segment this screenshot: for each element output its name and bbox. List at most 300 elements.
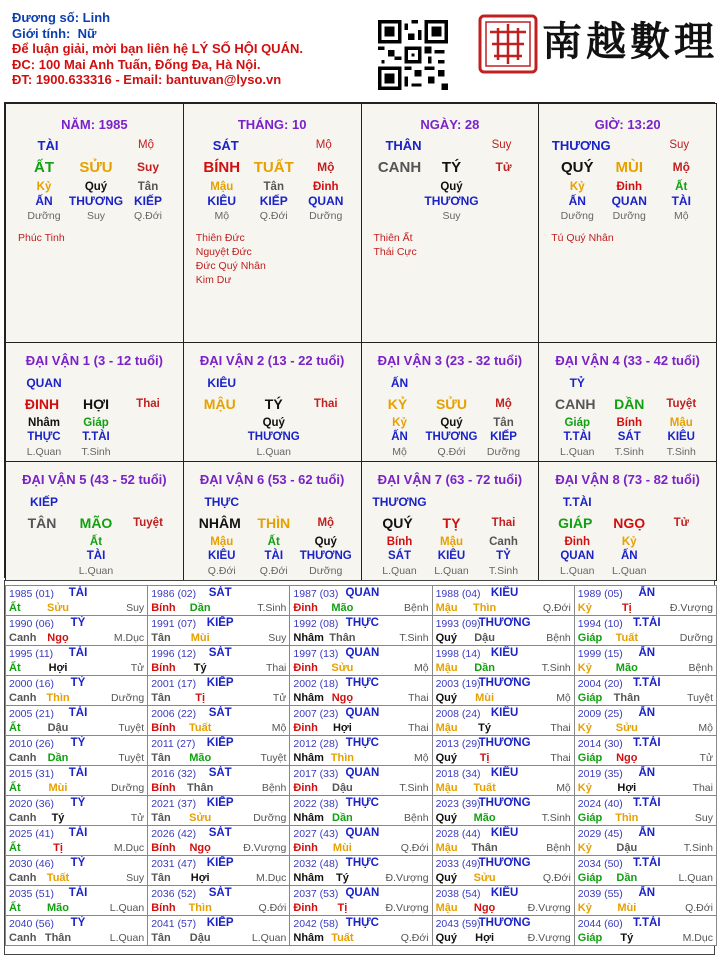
year-stage: Thai — [408, 722, 429, 734]
year-stem: Bính — [151, 602, 176, 614]
hidden-god: ẤN — [568, 194, 586, 208]
year-stem: Tân — [151, 812, 171, 824]
year-cell — [147, 645, 290, 676]
year-label: 1993 (09) — [435, 618, 481, 630]
luck-hidden-god: SÁT — [388, 550, 411, 562]
year-stem: Ất — [9, 662, 21, 674]
year-cell — [5, 795, 148, 826]
branch-state: Mộ — [317, 160, 335, 174]
year-branch: Tuất — [331, 932, 354, 944]
year-cell — [147, 765, 290, 796]
year-label: 2008 (24) — [435, 708, 481, 720]
year-stage: L.Quan — [109, 902, 145, 914]
year-stem: Nhâm — [293, 692, 324, 704]
year-label: 2043 (59) — [435, 918, 481, 930]
year-branch: Sửu — [473, 872, 496, 884]
life-stage-small: Mộ — [138, 139, 154, 151]
luck-title: ĐẠI VẬN 1 (3 - 12 tuổi) — [25, 353, 163, 368]
year-label: 2020 (36) — [9, 798, 54, 810]
hidden-stem: Ất — [675, 181, 688, 193]
year-god: TÀI — [68, 887, 88, 899]
luck-state: Thai — [313, 398, 338, 410]
hidden-god: THƯƠNG — [424, 194, 479, 208]
luck-hidden-god: ẤN — [391, 431, 408, 443]
year-god: KIẾP — [206, 857, 234, 869]
year-cell — [5, 705, 148, 736]
pillar-cell — [361, 103, 540, 343]
year-branch: Thìn — [46, 692, 70, 704]
year-god: KIẾP — [206, 677, 234, 689]
ten-god-label: THÂN — [385, 138, 422, 153]
year-god: QUAN — [345, 587, 380, 599]
year-branch: Mão — [47, 902, 69, 914]
year-cell — [574, 585, 717, 616]
year-branch: Dậu — [616, 842, 638, 854]
year-label: 2034 (50) — [577, 858, 623, 870]
hidden-stem: Đinh — [312, 181, 339, 193]
luck-stem: QUÝ — [382, 515, 413, 531]
heavenly-stem: CANH — [377, 159, 422, 176]
year-label: 2000 (16) — [9, 678, 54, 690]
hidden-god: ẤN — [35, 194, 53, 208]
yearly-table — [4, 580, 715, 955]
luck-hidden-stem: Quý — [440, 417, 463, 429]
luck-cell — [5, 342, 184, 462]
year-god: T.TÀI — [633, 677, 661, 689]
hidden-stem: Mậu — [210, 181, 234, 193]
luck-hidden-god: THƯƠNG — [247, 431, 300, 443]
year-stem: Canh — [9, 632, 37, 644]
year-branch: Mão — [615, 662, 638, 674]
heavenly-stem: ẤT — [34, 159, 54, 176]
year-stem: Đinh — [293, 722, 318, 734]
year-branch: Mùi — [617, 902, 637, 914]
year-cell — [574, 915, 717, 946]
year-label: 2013 (29) — [435, 738, 481, 750]
year-stage: Bệnh — [404, 812, 429, 824]
luck-god: KIẾP — [29, 495, 59, 509]
year-branch: Dậu — [474, 632, 495, 644]
year-label: 2009 (25) — [577, 708, 623, 720]
year-stem: Giáp — [577, 872, 603, 884]
hidden-stage: Mộ — [214, 210, 230, 222]
year-stem: Kỷ — [577, 782, 592, 794]
year-stem: Ất — [9, 722, 21, 734]
year-branch: Tý — [335, 872, 349, 884]
year-cell — [432, 915, 575, 946]
year-god: TỶ — [70, 797, 86, 809]
luck-god: QUAN — [26, 376, 62, 390]
luck-cell — [538, 461, 717, 581]
hidden-stage: Mộ — [673, 210, 689, 222]
header-info — [12, 10, 303, 88]
luck-hidden-stem: Quý — [314, 536, 337, 548]
year-label: 2014 (30) — [577, 738, 623, 750]
year-stage: Q.Đới — [542, 602, 571, 614]
luck-hidden-stage: L.Quan — [78, 565, 114, 577]
year-stem: Nhâm — [293, 752, 324, 764]
year-stage: Suy — [268, 632, 287, 644]
year-branch: Ngọ — [189, 842, 211, 854]
year-god: TÀI — [68, 707, 88, 719]
year-stage: Q.Đới — [685, 902, 713, 914]
year-stage: L.Quan — [251, 932, 287, 944]
year-branch: Sửu — [615, 722, 638, 734]
luck-stem: MẬU — [203, 396, 236, 412]
year-cell — [289, 825, 432, 856]
year-label: 1994 (10) — [577, 618, 623, 630]
year-stage: Suy — [694, 812, 713, 824]
year-stage: Thai — [550, 752, 571, 764]
year-stage: Tuyệt — [118, 722, 145, 734]
luck-hidden-god: ẤN — [620, 550, 638, 562]
year-branch: Thân — [613, 692, 640, 704]
luck-cell — [183, 461, 362, 581]
year-label: 1995 (11) — [9, 648, 54, 660]
luck-hidden-stage: Dưỡng — [309, 565, 343, 577]
year-label: 2041 (57) — [151, 918, 197, 930]
gender — [12, 26, 303, 42]
year-stage: T.Sinh — [683, 842, 713, 854]
year-god: T.TÀI — [633, 917, 661, 929]
brand-logo: 南越數理 — [542, 18, 718, 65]
luck-hidden-stem: Mậu — [210, 536, 234, 548]
year-stage: Thai — [265, 662, 287, 674]
year-stem: Quý — [435, 632, 457, 644]
gender-label: Giới tính: — [12, 25, 71, 41]
year-god: KIẾP — [206, 917, 234, 929]
year-stage: T.Sinh — [257, 602, 287, 614]
year-branch: Tị — [53, 842, 63, 854]
special-star: Thái Cực — [373, 246, 417, 258]
year-label: 1996 (12) — [151, 648, 197, 660]
year-stem: Mậu — [435, 902, 458, 914]
luck-state: Mộ — [317, 517, 335, 529]
year-god: T.TÀI — [633, 797, 661, 809]
year-cell — [432, 585, 575, 616]
pillar-title: NĂM: 1985 — [61, 117, 128, 132]
year-branch: Tuất — [46, 872, 70, 884]
year-god: SÁT — [208, 887, 232, 899]
year-cell — [289, 705, 432, 736]
qr-code-icon — [378, 20, 448, 90]
year-branch: Hợi — [48, 662, 68, 674]
year-stage: Đ.Vượng — [385, 902, 429, 914]
year-label: 2024 (40) — [577, 798, 623, 810]
luck-god: THỰC — [204, 495, 240, 509]
year-god: SÁT — [208, 707, 232, 719]
luck-hidden-stem: Giáp — [83, 417, 109, 429]
special-star: Thiên Ất — [373, 232, 413, 244]
year-stage: Bệnh — [688, 662, 713, 674]
year-stage: Đ.Vượng — [669, 602, 713, 614]
year-cell — [147, 735, 290, 766]
luck-cell — [5, 461, 184, 581]
luck-hidden-stage: Q.Đới — [437, 446, 466, 458]
year-label: 2012 (28) — [293, 738, 339, 750]
year-cell — [147, 885, 290, 916]
luck-branch: HỢI — [83, 396, 109, 412]
year-stem: Tân — [151, 632, 171, 644]
ten-god-label: SÁT — [212, 138, 239, 153]
year-branch: Dần — [189, 602, 211, 614]
year-god: KIẾP — [206, 617, 234, 629]
year-stage: Q.Đới — [400, 842, 429, 854]
year-stage: L.Quan — [678, 872, 713, 884]
pillar-title: NGÀY: 28 — [420, 117, 480, 132]
year-stage: Mộ — [698, 722, 713, 734]
luck-hidden-stage: T.Sinh — [488, 565, 519, 577]
ten-god-label: THƯƠNG — [551, 138, 611, 153]
year-cell — [5, 825, 148, 856]
year-god: THƯƠNG — [478, 917, 531, 929]
year-cell — [574, 645, 717, 676]
year-label: 2037 (53) — [293, 888, 339, 900]
year-branch: Mùi — [48, 782, 68, 794]
year-label: 2039 (55) — [577, 888, 623, 900]
year-label: 2018 (34) — [435, 768, 481, 780]
luck-cell — [538, 342, 717, 462]
year-god: TỶ — [70, 857, 86, 869]
luck-branch: TÝ — [264, 396, 283, 412]
year-god: THƯƠNG — [478, 737, 531, 749]
earthly-branch: TÝ — [441, 159, 462, 176]
year-branch: Ngọ — [473, 902, 496, 914]
year-stage: Bệnh — [546, 842, 571, 854]
year-stage: Bệnh — [261, 782, 287, 794]
year-stem: Đinh — [293, 782, 318, 794]
year-stage: Thai — [408, 692, 429, 704]
year-god: ẤN — [638, 767, 656, 779]
year-stage: Mộ — [556, 692, 571, 704]
year-branch: Sửu — [331, 662, 354, 674]
ten-god-label: TÀI — [37, 138, 59, 153]
year-cell — [432, 795, 575, 826]
year-god: KIÊU — [490, 647, 519, 659]
year-stem: Nhâm — [293, 932, 324, 944]
year-god: THỰC — [345, 617, 379, 629]
luck-hidden-stem: Ất — [267, 536, 280, 548]
year-god: KIÊU — [490, 707, 519, 719]
luck-state: Tử — [673, 517, 689, 529]
luck-state: Mộ — [495, 398, 512, 410]
year-branch: Ngọ — [47, 632, 69, 644]
year-stem: Mậu — [435, 662, 458, 674]
year-branch: Thìn — [472, 602, 497, 614]
luck-hidden-god: THỰC — [27, 431, 61, 443]
luck-hidden-god: TỶ — [496, 550, 511, 562]
luck-hidden-stage: Q.Đới — [207, 565, 236, 577]
hidden-stage: Dưỡng — [27, 210, 61, 222]
year-stem: Tân — [151, 692, 171, 704]
special-star: Kim Dư — [195, 274, 232, 286]
year-stem: Ất — [9, 902, 21, 914]
year-cell — [5, 735, 148, 766]
luck-hidden-god: T.TÀI — [563, 431, 591, 443]
year-cell — [432, 735, 575, 766]
hidden-stem: Tân — [137, 181, 159, 193]
year-god: KIÊU — [490, 587, 519, 599]
luck-god: KIÊU — [207, 376, 237, 390]
year-label: 2031 (47) — [151, 858, 197, 870]
seal-stamp-icon — [478, 14, 538, 74]
luck-hidden-god: THƯƠNG — [425, 431, 478, 443]
luck-hidden-god: KIÊU — [667, 431, 695, 443]
year-stem: Quý — [435, 932, 457, 944]
year-cell — [5, 855, 148, 886]
year-label: 2010 (26) — [9, 738, 54, 750]
luck-cell — [361, 461, 540, 581]
luck-hidden-god: QUAN — [560, 550, 595, 562]
year-stage: Tuyệt — [687, 692, 713, 704]
year-stem: Tân — [151, 752, 171, 764]
hidden-god: THƯƠNG — [68, 194, 124, 208]
hidden-stem: Kỷ — [569, 181, 585, 193]
year-label: 2023 (39) — [435, 798, 481, 810]
luck-branch: SỬU — [435, 396, 468, 412]
luck-god: T.TÀI — [562, 495, 592, 509]
year-god: KIẾP — [206, 737, 234, 749]
year-branch: Tuất — [615, 632, 638, 644]
year-label: 1991 (07) — [151, 618, 197, 630]
year-god: THƯƠNG — [478, 857, 531, 869]
year-cell — [147, 705, 290, 736]
year-stage: Mộ — [413, 752, 429, 764]
year-cell — [289, 735, 432, 766]
special-star: Thiên Đức — [195, 232, 245, 244]
luck-hidden-god: KIÊU — [208, 550, 236, 562]
year-cell — [289, 765, 432, 796]
year-label: 1989 (05) — [577, 588, 623, 600]
year-stage: Tử — [272, 692, 287, 704]
year-label: 2038 (54) — [435, 888, 481, 900]
year-god: TỶ — [70, 617, 86, 629]
year-cell — [5, 645, 148, 676]
year-stage: Suy — [126, 872, 145, 884]
year-cell — [5, 885, 148, 916]
year-label: 2011 (27) — [151, 738, 196, 750]
year-stem: Canh — [9, 752, 37, 764]
year-cell — [289, 645, 432, 676]
luck-cell — [183, 342, 362, 462]
year-branch: Ngọ — [616, 752, 638, 764]
year-stage: Dưỡng — [679, 632, 713, 644]
luck-hidden-god: TÀI — [86, 550, 106, 562]
chart-grid — [4, 102, 715, 578]
year-stage: Suy — [126, 602, 145, 614]
year-cell — [289, 675, 432, 706]
luck-branch: NGỌ — [613, 515, 646, 531]
gender-value: Nữ — [77, 25, 97, 41]
year-stem: Tân — [151, 872, 171, 884]
year-label: 2002 (18) — [293, 678, 339, 690]
pillar-cell — [183, 103, 362, 343]
earthly-branch: MÙI — [615, 159, 643, 176]
luck-cell — [361, 342, 540, 462]
luck-title: ĐẠI VẬN 7 (63 - 72 tuổi) — [377, 472, 523, 487]
year-god: ẤN — [638, 587, 656, 599]
year-cell — [432, 885, 575, 916]
year-label: 2021 (37) — [151, 798, 197, 810]
year-god: T.TÀI — [633, 617, 661, 629]
hidden-stage: Dưỡng — [612, 210, 646, 222]
year-cell — [574, 675, 717, 706]
year-cell — [574, 825, 717, 856]
year-cell — [289, 915, 432, 946]
year-branch: Hợi — [617, 782, 637, 794]
year-stage: Bệnh — [404, 602, 429, 614]
year-branch: Tị — [479, 752, 490, 764]
year-stage: Đ.Vượng — [527, 932, 571, 944]
year-label: 2016 (32) — [151, 768, 197, 780]
year-stem: Mậu — [435, 782, 458, 794]
year-stem: Kỷ — [577, 602, 592, 614]
year-cell — [289, 855, 432, 886]
year-branch: Tị — [621, 602, 632, 614]
year-god: TÀI — [68, 827, 88, 839]
year-stage: Bệnh — [546, 632, 571, 644]
year-god: KIÊU — [490, 887, 519, 899]
year-branch: Tuất — [188, 722, 212, 734]
year-cell — [5, 615, 148, 646]
year-stem: Kỷ — [577, 902, 592, 914]
year-stem: Giáp — [577, 632, 603, 644]
luck-hidden-stage: L.Quan — [382, 565, 417, 577]
year-god: QUAN — [345, 887, 380, 899]
earthly-branch: SỬU — [79, 159, 113, 176]
year-label: 1987 (03) — [293, 588, 339, 600]
year-cell — [432, 705, 575, 736]
year-stem: Bính — [151, 842, 176, 854]
phone-email-line: ĐT: 1900.633316 - Email: bantuvan@lyso.vn — [12, 72, 282, 88]
hidden-stage: Suy — [86, 210, 106, 222]
year-cell — [574, 855, 717, 886]
year-label: 2017 (33) — [293, 768, 339, 780]
year-stage: L.Quan — [109, 932, 145, 944]
luck-title: ĐẠI VẬN 4 (33 - 42 tuổi) — [555, 353, 700, 368]
luck-hidden-stem: Ất — [89, 536, 103, 548]
year-cell — [574, 615, 717, 646]
year-cell — [432, 765, 575, 796]
year-label: 2032 (48) — [293, 858, 339, 870]
life-stage-small: Suy — [669, 139, 690, 151]
year-branch: Mùi — [190, 632, 210, 644]
hidden-stem: Quý — [84, 181, 108, 193]
year-label: 2029 (45) — [577, 828, 623, 840]
year-god: QUAN — [345, 767, 380, 779]
special-star: Phúc Tinh — [18, 232, 65, 244]
year-god: THỰC — [345, 797, 379, 809]
year-god: TỶ — [70, 677, 86, 689]
hidden-stem: Đinh — [616, 181, 643, 193]
year-branch: Thân — [471, 842, 498, 854]
year-cell — [147, 825, 290, 856]
hidden-god: TÀI — [671, 194, 691, 208]
heavenly-stem: BÍNH — [203, 159, 241, 176]
year-stem: Giáp — [577, 812, 603, 824]
year-label: 2022 (38) — [293, 798, 339, 810]
luck-god: ẤN — [390, 376, 409, 390]
year-stem: Nhâm — [293, 812, 324, 824]
year-stage: M.Dục — [113, 632, 145, 644]
year-stage: Thai — [550, 722, 571, 734]
hidden-stem: Tân — [263, 181, 284, 193]
owner-name: Đương số: Linh — [12, 10, 111, 25]
pillar-title: THÁNG: 10 — [237, 117, 307, 132]
year-label: 2040 (56) — [9, 918, 54, 930]
year-cell — [147, 795, 290, 826]
year-label: 2036 (52) — [151, 888, 197, 900]
